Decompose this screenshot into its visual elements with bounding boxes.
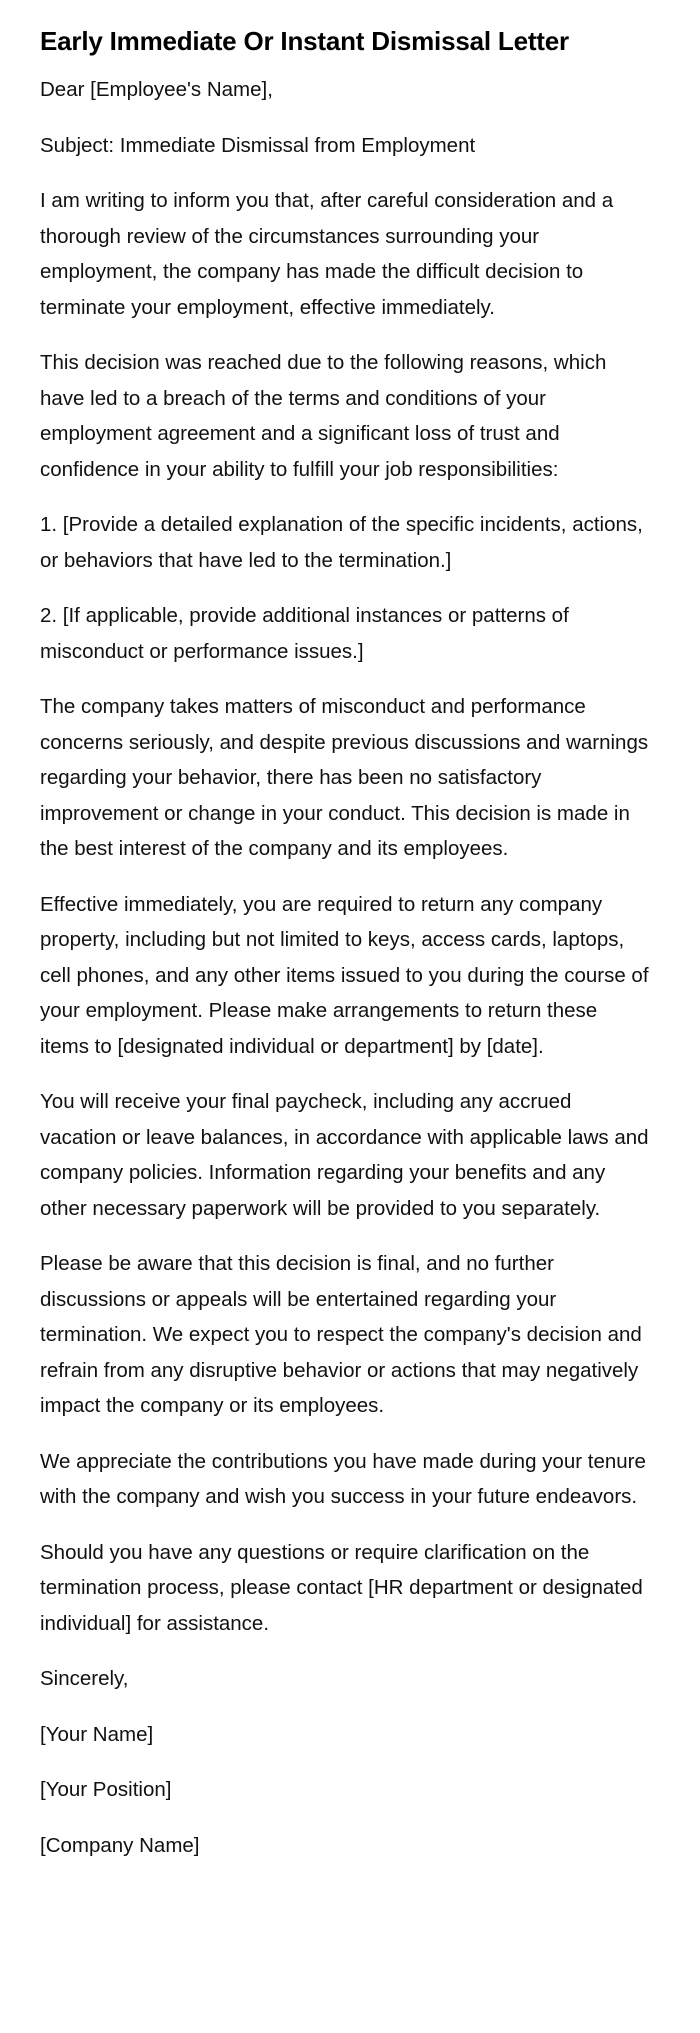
signature-position: [Your Position] — [40, 1778, 172, 1801]
letter-document — [40, 24, 650, 1883]
paragraph-intro: I am writing to inform you that, after careful consideration and a thorough review of the circumstances surrounding your employment, the company has made the difficult decision to terminate your employment, effective immediately. — [40, 189, 614, 319]
signature-company: [Company Name] — [40, 1833, 200, 1857]
signature-name: [Your Name] — [40, 1722, 154, 1746]
paragraph-reasons: This decision was reached due to the following reasons, which have led to a breach of the terms and conditions of your employment agreement and a significant loss of trust and confidence in your ability to fulfill your job responsibilities: — [40, 351, 607, 481]
paragraph-contact: Should you have any questions or require clarification on the termination process, please contact [HR department or designated individual] for assistance. — [40, 1540, 643, 1635]
letter-title: Early Immediate Or Instant Dismissal Letter — [40, 26, 569, 56]
reason-item-1: 1. [Provide a detailed explanation of the specific incidents, actions, or behaviors that have led to the termination.] — [40, 513, 643, 572]
paragraph-misconduct: The company takes matters of misconduct and performance concerns seriously, and despite previous discussions and warnings regarding your behavior, there has been no satisfactory improvement or change in your conduct. This decision is made in the best interest of the company and its employees. — [40, 695, 649, 860]
subject-line: Subject: Immediate Dismissal from Employment — [40, 133, 476, 157]
salutation: Dear [Employee's Name], — [40, 78, 273, 101]
paragraph-decision-final: Please be aware that this decision is final, and no further discussions or appeals will be entertained regarding your termination. We expect you to respect the company's decision and refrain from any disruptive behavior or actions that may negatively impact the company or its employees. — [40, 1252, 642, 1417]
paragraph-company-property: Effective immediately, you are required to return any company property, including but not limited to keys, access cards, laptops, cell phones, and any other items issued to you during the course of your employment. Please make arrangements to return these items to [designated individual or department] by [date]. — [40, 892, 649, 1058]
reason-item-2: 2. [If applicable, provide additional instances or patterns of misconduct or performance issues.] — [40, 604, 569, 663]
paragraph-appreciation: We appreciate the contributions you have made during your tenure with the company and wish you success in your future endeavors. — [40, 1449, 646, 1508]
closing: Sincerely, — [40, 1667, 129, 1690]
paragraph-final-paycheck: You will receive your final paycheck, including any accrued vacation or leave balances, in accordance with applicable laws and company policies. Information regarding your benefits and any other necessary paperwork will be provided to you separately. — [40, 1090, 649, 1220]
